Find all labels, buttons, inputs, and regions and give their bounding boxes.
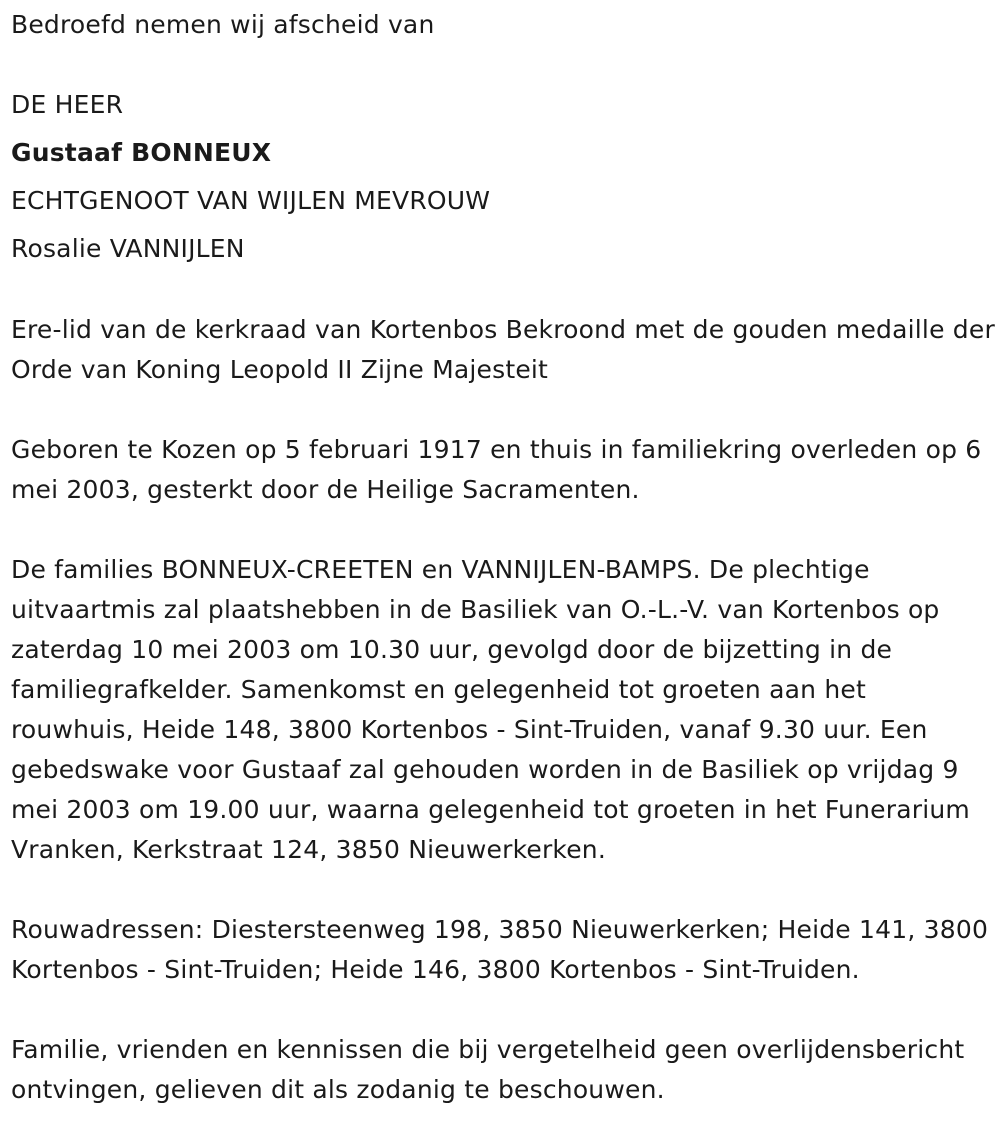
addresses-paragraph: Rouwadressen: Diestersteenweg 198, 3850 Nieuwerkerken; Heide 141, 3800 Kortenbos - Sint-Truiden; Heide 146, 3800 Kortenbos - Sint-Truiden. <box>11 915 989 984</box>
spouse-name: Rosalie VANNIJLEN <box>11 234 245 263</box>
honors-paragraph: Ere-lid van de kerkraad van Kortenbos Bekroond met de gouden medaille der Orde van Koning Leopold II Zijne Majesteit <box>11 315 995 384</box>
birth-death-paragraph: Geboren te Kozen op 5 februari 1917 en thuis in familiekring overleden op 6 mei 2003, gesterkt door de Heilige Sacramenten. <box>11 435 982 504</box>
title-line: DE HEER <box>11 90 124 119</box>
ceremony-paragraph: De families BONNEUX-CREETEN en VANNIJLEN-BAMPS. De plechtige uitvaartmis zal plaatshebben in de Basiliek van O.-L.-V. van Kortenbos op zaterdag 10 mei 2003 om 10.30 uur, gevolgd door de bijzetting in de familiegrafkelder. Samenkomst en gelegenheid tot groeten aan het rouwhuis, Heide 148, 3800 Kortenbos - Sint-Truiden, vanaf 9.30 uur. Een gebedswake voor Gustaaf zal gehouden worden in de Basiliek op vrijdag 9 mei 2003 om 19.00 uur, waarna gelegenheid tot groeten in het Funerarium Vranken, Kerkstraat 124, 3850 Nieuwerkerken. <box>11 555 970 864</box>
closing-paragraph: Familie, vrienden en kennissen die bij vergetelheid geen overlijdensbericht ontvingen, gelieven dit als zodanig te beschouwen. <box>11 1035 965 1104</box>
intro-text: Bedroefd nemen wij afscheid van <box>11 10 435 39</box>
deceased-name: Gustaaf BONNEUX <box>11 138 272 167</box>
spouse-line: ECHTGENOOT VAN WIJLEN MEVROUW <box>11 186 491 215</box>
